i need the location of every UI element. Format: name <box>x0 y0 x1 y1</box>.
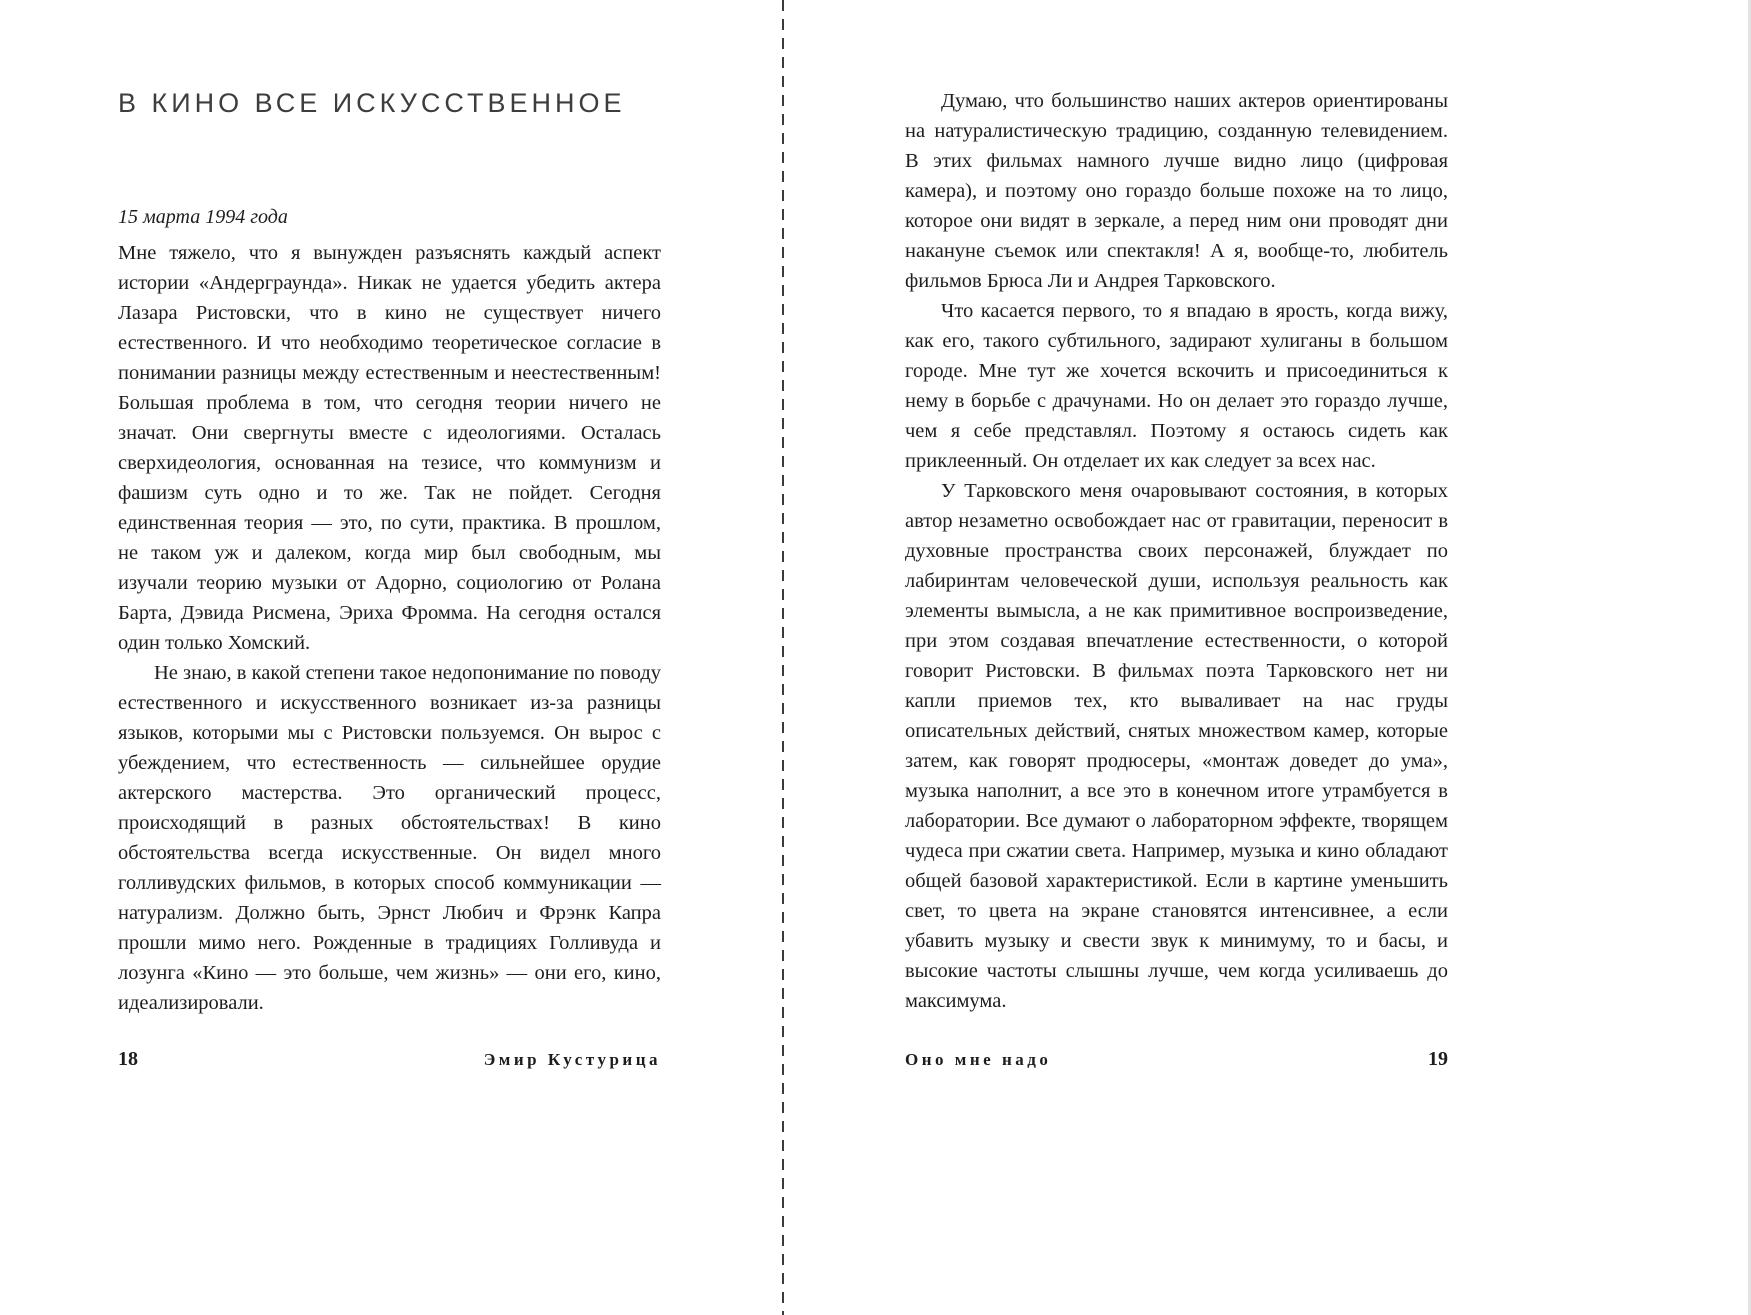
chapter-title: В КИНО ВСЕ ИСКУССТВЕННОЕ <box>118 88 626 118</box>
paragraph: Мне тяжело, что я вынужден разъяснять каждый аспект истории «Андерграунда». Никак не удается убедить актера Лазара Ристовски, что в кино не существует ничего естественного. И что необходимо теоретическое согласие в понимании разницы между естественным и неестественным! Большая проблема в том, что сегодня теории ничего не значат. Они свергнуты вместе с идеологиями. Осталась сверхидеология, основанная на тезисе, что коммунизм и фашизм суть одно и то же. Так не пойдет. Сегодня единственная теория — это, по сути, практика. В прошлом, не таком уж и далеком, когда мир был свободным, мы изучали теорию музыки от Адорно, социологию от Ролана Барта, Дэвида Рисмена, Эриха Фромма. На сегодня остался один только Хомский. <box>118 242 661 654</box>
left-page-body <box>118 238 661 1018</box>
paragraph: Что касается первого, то я впадаю в ярость, когда вижу, как его, такого субтильного, задирают хулиганы в большом городе. Мне тут же хочется вскочить и присоединиться к нему в борьбе с драчунами. Но он делает это гораздо лучше, чем я себе представлял. Поэтому я остаюсь сидеть как приклеенный. Он отделает их как следует за всех нас. <box>905 300 1448 472</box>
right-page-number: 19 <box>1428 1048 1448 1070</box>
right-page-body <box>905 86 1448 1016</box>
left-page-footer <box>118 1048 661 1071</box>
left-page-number: 18 <box>118 1048 138 1070</box>
paragraph: У Тарковского меня очаровывают состояния, в которых автор незаметно освобождает нас от гравитации, переносит в духовные пространства своих персонажей, блуждает по лабиринтам человеческой души, используя реальность как элементы вымысла, а не как примитивное воспроизведение, при этом создавая впечатление естественности, о которой говорит Ристовски. В фильмах поэта Тарковского нет ни капли приемов тех, кто вываливает на нас груды описательных действий, снятых множеством камер, которые затем, как говорят продюсеры, «монтаж доведет до ума», музыка наполнит, а все это в конечном итоге утрамбуется в лаборатории. Все думают о лабораторном эффекте, творящем чудеса при сжатии света. Например, музыка и кино обладают общей базовой характеристикой. Если в картине уменьшить свет, то цвета на экране становятся интенсивнее, а если убавить музыку и свести звук к минимуму, то и басы, и высокие частоты слышны лучше, чем когда усиливаешь до максимума. <box>905 480 1448 1012</box>
left-running-title: Эмир Кустурица <box>483 1050 661 1069</box>
spine-divider <box>782 0 784 1315</box>
date-line: 15 марта 1994 года <box>118 206 288 228</box>
right-running-title: Оно мне надо <box>905 1050 1052 1069</box>
right-page-footer <box>905 1048 1448 1071</box>
paragraph: Не знаю, в какой степени такое недопонимание по поводу естественного и искусственного возникает из-за разницы языков, которыми мы с Ристовски пользуемся. Он вырос с убеждением, что естественность — сильнейшее орудие актерского мастерства. Это органический процесс, происходящий в разных обстоятельствах! В кино обстоятельства всегда искусственные. Он видел много голливудских фильмов, в которых способ коммуникации — натурализм. Должно быть, Эрнст Любич и Фрэнк Капра прошли мимо него. Рожденные в традициях Голливуда и лозунга «Кино — это больше, чем жизнь» — они его, кино, идеализировали. <box>118 662 662 1014</box>
paragraph: Думаю, что большинство наших актеров ориентированы на натуралистическую традицию, созданную телевидением. В этих фильмах намного лучше видно лицо (цифровая камера), и поэтому оно гораздо больше похоже на то лицо, которое они видят в зеркале, а перед ним они проводят дни накануне съемок или спектакля! А я, вообще-то, любитель фильмов Брюса Ли и Андрея Тарковского. <box>905 90 1448 292</box>
